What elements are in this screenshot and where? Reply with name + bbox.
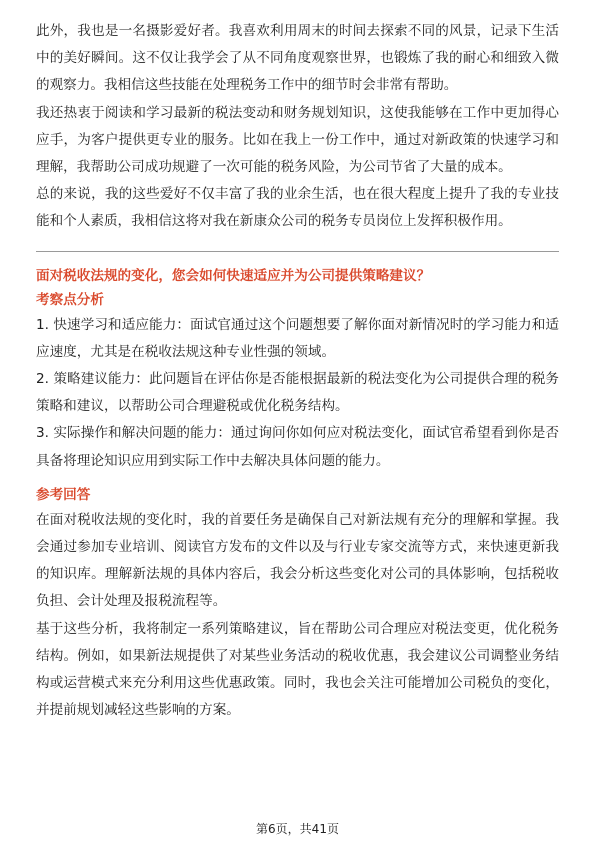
analysis-item-2: 2. 策略建议能力：此问题旨在评估你是否能根据最新的税法变化为公司提供合理的税务策略和建议，以帮助公司合理避税或优化税务结构。 <box>36 371 559 415</box>
section-divider <box>36 251 559 252</box>
intro-paragraph-1: 此外，我也是一名摄影爱好者。我喜欢利用周末的时间去探索不同的风景，记录下生活中的美好瞬间。这不仅让我学会了从不同角度观察世界，也锻炼了我的耐心和细致入微的观察力。我相信这些技能在处理税务工作中的细节时会非常有帮助。 <box>36 23 559 94</box>
document-page <box>36 18 559 724</box>
page-number: 第6页，共41页 <box>256 822 339 836</box>
analysis-item-3: 3. 实际操作和解决问题的能力：通过询问你如何应对税法变化，面试官希望看到你是否具备将理论知识应用到实际工作中去解决具体问题的能力。 <box>36 425 559 469</box>
analysis-label: 考察点分析 <box>36 291 104 308</box>
answer-paragraph-1: 在面对税收法规的变化时，我的首要任务是确保自己对新法规有充分的理解和掌握。我会通过参加专业培训、阅读官方发布的文件以及与行业专家交流等方式，来快速更新我的知识库。理解新法规的具体内容后，我会分析这些变化对公司的具体影响，包括税收负担、会计处理及报税流程等。 <box>36 511 559 610</box>
intro-paragraph-3: 总的来说，我的这些爱好不仅丰富了我的业余生活，也在很大程度上提升了我的专业技能和个人素质，我相信这将对我在新康众公司的税务专员岗位上发挥积极作用。 <box>36 186 559 230</box>
answer-label: 参考回答 <box>36 486 91 503</box>
answer-paragraph-2: 基于这些分析，我将制定一系列策略建议，旨在帮助公司合理应对税法变更，优化税务结构。例如，如果新法规提供了对某些业务活动的税收优惠，我会建议公司调整业务结构或运营模式来充分利用这些优惠政策。同时，我也会关注可能增加公司税负的变化，并提前规划减轻这些影响的方案。 <box>36 620 559 719</box>
question-heading: 面对税收法规的变化，您会如何快速适应并为公司提供策略建议？ <box>36 267 431 284</box>
intro-paragraph-2: 我还热衷于阅读和学习最新的税法变动和财务规划知识，这使我能够在工作中更加得心应手，为客户提供更专业的服务。比如在我上一份工作中，通过对新政策的快速学习和理解，我帮助公司成功规避了一次可能的税务风险，为公司节省了大量的成本。 <box>36 104 559 176</box>
analysis-item-1: 1. 快速学习和适应能力：面试官通过这个问题想要了解你面对新情况时的学习能力和适应速度，尤其是在税收法规这种专业性强的领域。 <box>36 316 559 360</box>
